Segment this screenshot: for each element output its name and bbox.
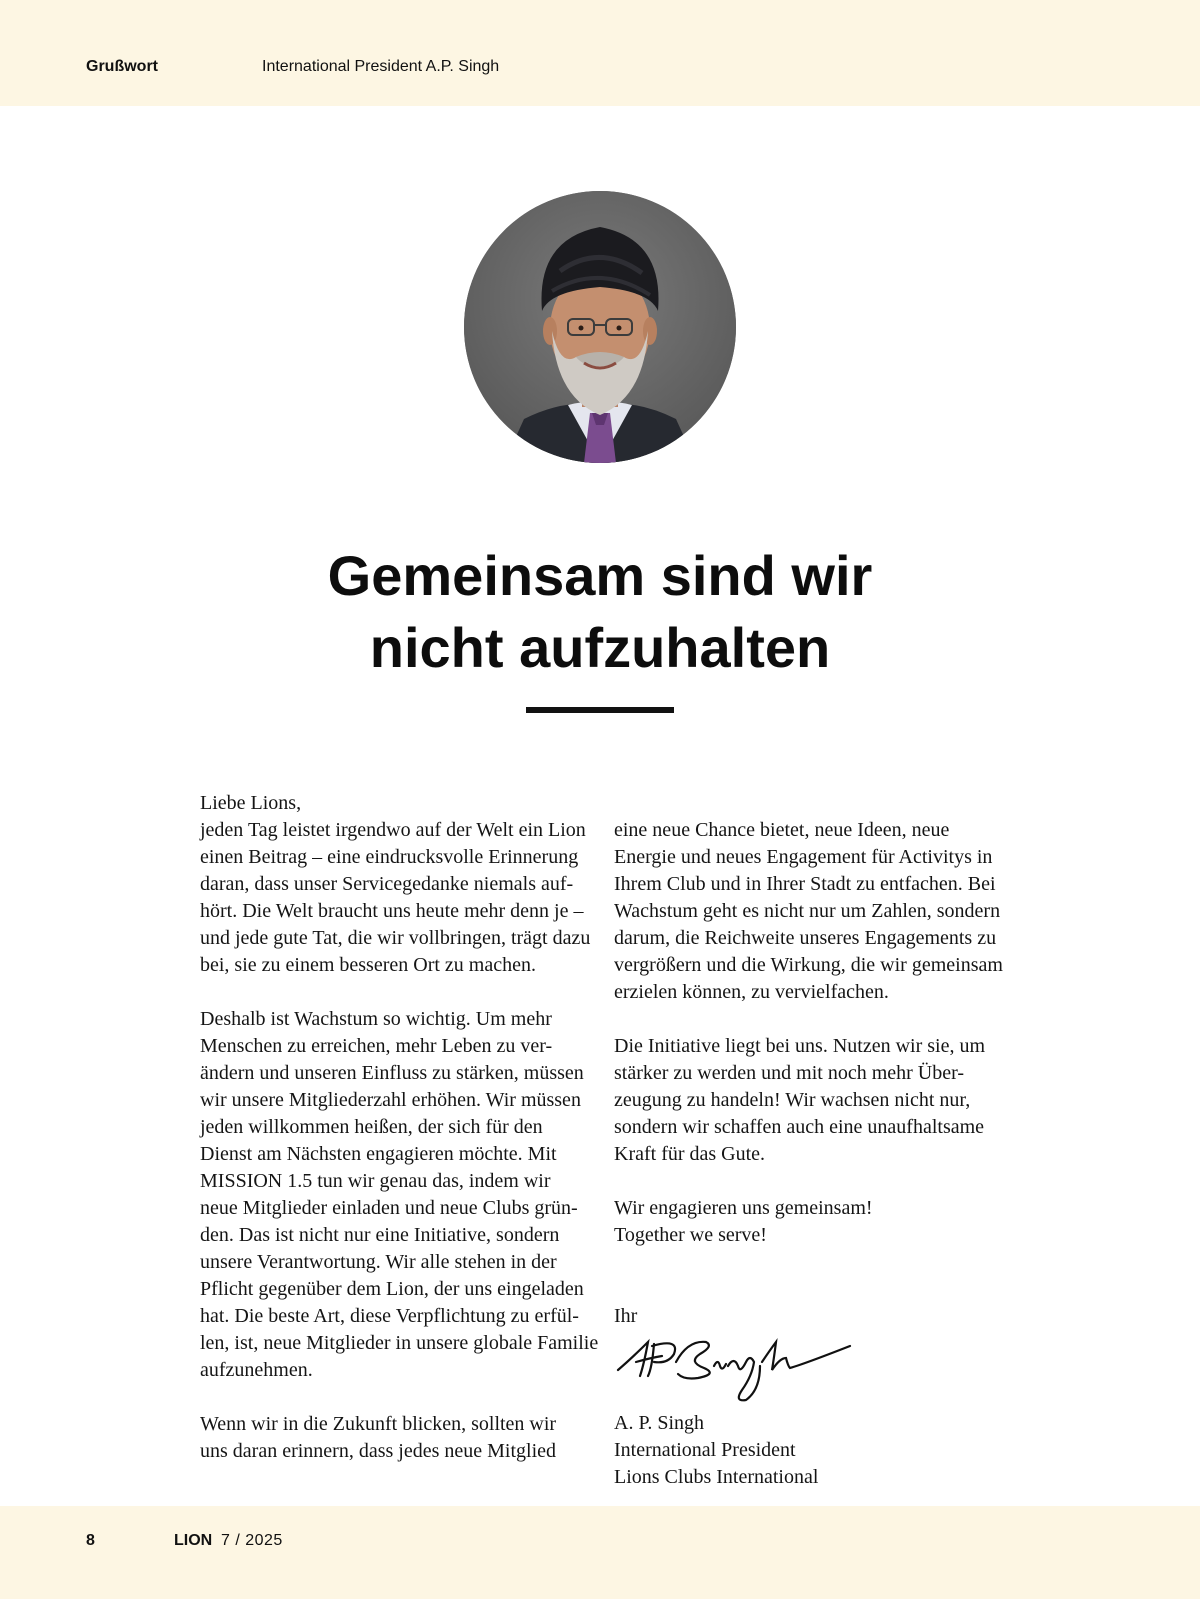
headline (200, 540, 1000, 684)
text-line: Deshalb ist Wachstum so wichtig. Um mehr (200, 1008, 552, 1030)
text-line: A. P. Singh (614, 1412, 705, 1434)
text-line: Energie und neues Engagement für Activitys in (614, 846, 993, 868)
portrait-illustration-icon (464, 191, 736, 463)
header-band (0, 0, 1200, 106)
text-line: wir unsere Mitgliederzahl erhöhen. Wir müssen (200, 1089, 581, 1111)
text-line: eine neue Chance bietet, neue Ideen, neue (614, 819, 950, 841)
text-line: zeugung zu handeln! Wir wachsen nicht nur, (614, 1089, 971, 1111)
closing-block (614, 1410, 1006, 1491)
text-line: MISSION 1.5 tun wir genau das, indem wir (200, 1170, 551, 1192)
text-line: Ihr (614, 1305, 638, 1327)
text-line: Lions Clubs International (614, 1466, 819, 1488)
text-line: den. Das ist nicht nur eine Initiative, sondern (200, 1224, 560, 1246)
letter-right-paragraphs (614, 817, 1006, 1330)
text-line: Liebe Lions, (200, 792, 302, 814)
text-line: Menschen zu erreichen, mehr Leben zu ver- (200, 1035, 553, 1057)
text-line: daran, dass unser Servicegedanke niemals auf- (200, 873, 574, 895)
text-line: darum, die Reichweite unseres Engagements zu (614, 927, 997, 949)
handwritten-signature-icon (614, 1328, 864, 1408)
text-line: Wenn wir in die Zukunft blicken, sollten wir (200, 1413, 557, 1435)
text-line: ändern und unseren Einfluss zu stärken, müssen (200, 1062, 584, 1084)
text-line: neue Mitglieder einladen und neue Clubs grün- (200, 1197, 578, 1219)
text-line: Die Initiative liegt bei uns. Nutzen wir sie, um (614, 1035, 986, 1057)
text-line: Ihrem Club und in Ihrer Stadt zu entfachen. Bei (614, 873, 996, 895)
text-line: jeden willkommen heißen, der sich für den (200, 1116, 543, 1138)
issue-number: 7 / 2025 (221, 1532, 283, 1549)
paragraph-gap (200, 1384, 592, 1411)
text-line: und jede gute Tat, die wir vollbringen, trägt dazu (200, 927, 591, 949)
text-line: vergrößern und die Wirkung, die wir gemeinsam (614, 954, 1003, 976)
footer-band (0, 1506, 1200, 1599)
text-line: unsere Verantwortung. Wir alle stehen in der (200, 1251, 557, 1273)
text-line: Wachstum geht es nicht nur um Zahlen, sondern (614, 900, 1001, 922)
paragraph-gap (614, 1249, 1006, 1276)
paragraph-gap (614, 1168, 1006, 1195)
magazine-name: LION (174, 1532, 213, 1549)
text-line: bei, sie zu einem besseren Ort zu machen. (200, 954, 536, 976)
text-line: Dienst am Nächsten engagieren möchte. Mit (200, 1143, 557, 1165)
headline-line-1: Gemeinsam sind wir (327, 544, 873, 607)
text-line: Wir engagieren uns gemeinsam! (614, 1197, 873, 1219)
text-line: hat. Die beste Art, diese Verpflichtung zu erfül- (200, 1305, 579, 1327)
text-line: Kraft für das Gute. (614, 1143, 766, 1165)
paragraph-gap (614, 1006, 1006, 1033)
paragraph-gap (614, 1276, 1006, 1303)
letter-left-column (200, 790, 599, 1465)
text-line: Pflicht gegenüber dem Lion, der uns eingeladen (200, 1278, 584, 1300)
headline-divider (526, 707, 674, 713)
paragraph-gap (200, 979, 592, 1006)
text-line: len, ist, neue Mitglieder in unsere globale Familie (200, 1332, 599, 1354)
page-number: 8 (86, 1532, 95, 1549)
text-line: aufzunehmen. (200, 1359, 313, 1381)
text-line: erzielen können, zu vervielfachen. (614, 981, 889, 1003)
portrait-photo (464, 191, 736, 463)
text-line: uns daran erinnern, dass jedes neue Mitglied (200, 1440, 557, 1462)
text-line: jeden Tag leistet irgendwo auf der Welt ein Lion (200, 819, 586, 841)
header-subtitle: International President A.P. Singh (262, 58, 500, 75)
text-line: stärker zu werden und mit noch mehr Über- (614, 1062, 965, 1084)
text-line: hört. Die Welt braucht uns heute mehr denn je – (200, 900, 584, 922)
text-line: sondern wir schaffen auch eine unaufhaltsame (614, 1116, 985, 1138)
text-line: einen Beitrag – eine eindrucksvolle Erinnerung (200, 846, 579, 868)
section-label: Grußwort (86, 58, 158, 75)
text-line: Together we serve! (614, 1224, 767, 1246)
text-line: International President (614, 1439, 796, 1461)
headline-line-2: nicht aufzuhalten (369, 616, 831, 679)
